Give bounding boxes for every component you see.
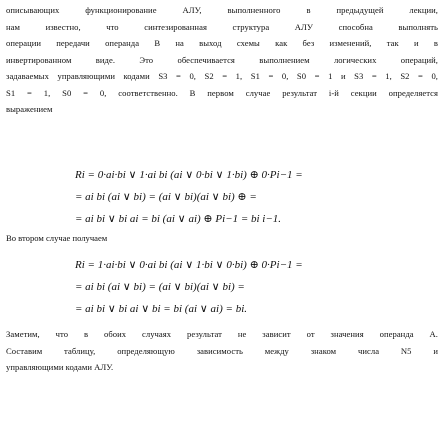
paragraph-conclusion (6, 326, 438, 376)
text-line: инвертированном виде. Это обеспечивается выполнением логических операций, (6, 54, 438, 65)
text-line: операции передачи операнда B на выход схемы как без изменений, так и в (6, 38, 438, 48)
equation-1-line-1: Ri = 0·ai·bi ∨ 1·ai bi (ai ∨ 0·bi ∨ 1·bi) ⊕ 0·Pi−1 = (75, 169, 303, 181)
text-line: нам известно, что синтезированная структура АЛУ способна выполнять (6, 21, 438, 32)
text-line: S1 = 1, S0 = 0, соответственно. В первом случае результат i-й секции определяется (6, 87, 438, 98)
text-line: Составим таблицу, определяющую зависимость между знаком числа N5 и (6, 345, 438, 356)
equation-1-line-3: = ai bi ∨ bi ai = bi (ai ∨ ai) ⊕ Pi−1 = bi i−1. (75, 213, 282, 225)
case-two-caption: Во втором случае получаем (6, 233, 108, 243)
text-line: задаваемых управляющими кодами S3 = 0, S2 = 1, S1 = 0, S0 = 1 и S3 = 1, S2 = 0, (6, 71, 438, 81)
text-line: управляющими кодами АЛУ. (6, 362, 114, 372)
equation-2-line-1: Ri = 1·ai·bi ∨ 0·ai bi (ai ∨ 1·bi ∨ 0·bi) ⊕ 0·Pi−1 = (75, 259, 303, 271)
text-line: Заметим, что в обоих случаях результат не зависит от значения операнда A. (6, 329, 438, 339)
text-line: описывающих функционирование АЛУ, выполненного в предыдущей лекции, (6, 5, 438, 15)
paragraph-intro (6, 2, 438, 118)
equation-2-line-3: = ai bi ∨ bi ai ∨ bi = bi (ai ∨ ai) = bi. (75, 303, 248, 315)
equation-1-line-2: = ai bi (ai ∨ bi) = (ai ∨ bi)(ai ∨ bi) ⊕ = (75, 191, 257, 203)
text-line: выражением (6, 104, 53, 114)
equation-2-line-2: = ai bi (ai ∨ bi) = (ai ∨ bi)(ai ∨ bi) = (75, 281, 245, 293)
